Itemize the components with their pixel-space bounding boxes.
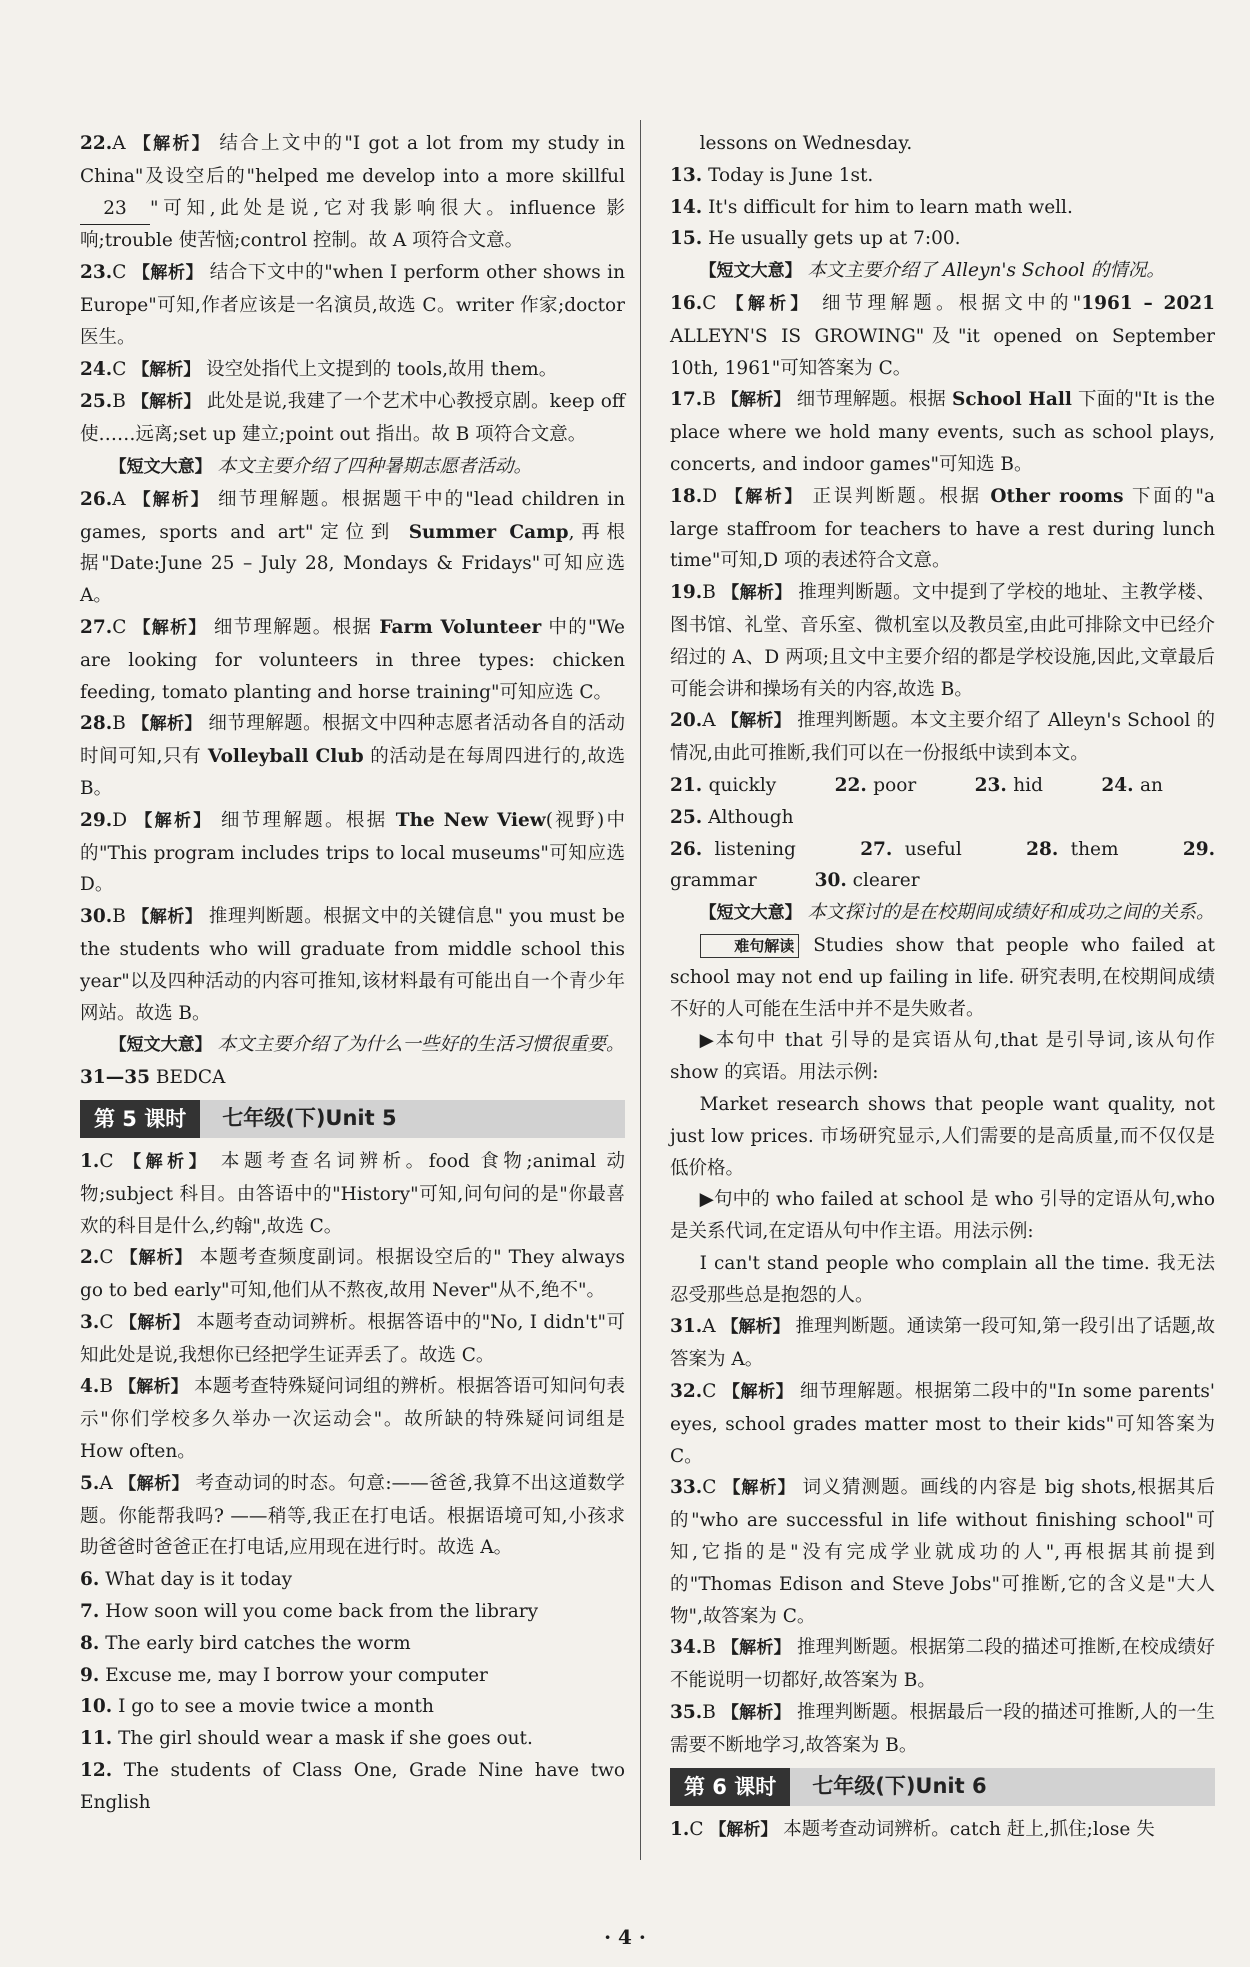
answer-item: 29.D 【解析】 细节理解题。根据 The New View(视野)中的"This program includes trips to local museums"可知应选 D。 [80,809,625,896]
summary: 【短文大意】 本文主要介绍了四种暑期志愿者活动。 [109,455,532,477]
answer-item: 1.C 【解析】 本题考查名词辨析。food 食物;animal 动物;subject 科目。由答语中的"History"可知,问句问的是"你最喜欢的科目是什么,约翰",故选 C。 [80,1150,625,1237]
answer-item: 32.C 【解析】 细节理解题。根据第二段中的"In some parents' eyes, school grades matter most to their kids"可知答案为 C。 [670,1381,1215,1467]
usage-example: Market research shows that people want quality, not just low prices. 市场研究显示,人们需要的是高质量,而不仅仅是低价格。 [670,1093,1215,1179]
answer-item: 24.C 【解析】 设空处指代上文提到的 tools,故用 them。 [80,358,558,380]
answer-item: 34.B 【解析】 推理判断题。根据第二段的描述可推断,在校成绩好不能说明一切都好,故答案为 B。 [670,1637,1215,1692]
answer-item: 5.A 【解析】 考查动词的时态。句意:——爸爸,我算不出这道数学题。你能帮我吗? ——稍等,我正在打电话。根据语境可知,小孩求助爸爸时爸爸正在打电话,应用现在进行时。故选 A。 [80,1472,625,1559]
answer-item: 26.A 【解析】 细节理解题。根据题干中的"lead children in games, sports and art"定位到 Summer Camp,再根据"Date:June 25 – July 28, Mondays & Fridays"可知应选 A。 [80,488,626,607]
left-column [80,128,625,1819]
answer-item: 18.D 【解析】 正误判断题。根据 Other rooms 下面的"a large staffroom for teachers to have a rest during lunch time"可知,D 项的表述符合文意。 [670,485,1215,572]
answer-item: 6. What day is it today [80,1569,293,1591]
answer-item: 8. The early bird catches the worm [80,1632,411,1654]
summary: 【短文大意】 本文主要介绍了为什么一些好的生活习惯很重要。 [109,1034,625,1056]
answer-item: 28.B 【解析】 细节理解题。根据文中四种志愿者活动各自的活动时间可知,只有 Volleyball Club 的活动是在每周四进行的,故选 B。 [80,713,625,799]
answer-item: 22.A 【解析】 结合上文中的"I got a lot from my study in China"及设空后的"helped me develop into a more skillful 23 "可知,此处是说,它对我影响很大。influence 影响;trouble 使苦恼;control 控制。故 A 项符合文意。 [80,133,625,252]
answer-item: 9. Excuse me, may I borrow your computer [80,1664,488,1686]
answer-item: 4.B 【解析】 本题考查特殊疑问词组的辨析。根据答语可知问句表示"你们学校多久举办一次运动会"。故所缺的特殊疑问词组是 How often。 [80,1376,625,1463]
summary: 【短文大意】 本文主要介绍了 Alleyn's School 的情况。 [699,260,1165,282]
column-divider [640,120,641,1860]
answer-item: 2.C 【解析】 本题考查频度副词。根据设空后的" They always go to bed early"可知,他们从不熬夜,故用 Never"从不,绝不"。 [80,1247,625,1302]
answers-21-25: 21. quickly 22. poor 23. hid 24. an 25. Although [670,774,1163,828]
blank-23: 23 [80,193,150,226]
grammar-note: ▶句中的 who failed at school 是 who 引导的定语从句,who 是关系代词,在定语从句中作主语。用法示例: [670,1189,1215,1243]
answer-item: 11. The girl should wear a mask if she goes out. [80,1728,533,1750]
answer-item: 3.C 【解析】 本题考查动词辨析。根据答语中的"No, I didn't"可知此处是说,我想你已经把学生证弄丢了。故选 C。 [80,1311,625,1366]
answer-item: 35.B 【解析】 推理判断题。根据最后一段的描述可推断,人的一生需要不断地学习,故答案为 B。 [670,1702,1215,1756]
answer-item: 10. I go to see a movie twice a month [80,1696,434,1718]
answer-item: 17.B 【解析】 细节理解题。根据 School Hall 下面的"It is the place where we hold many events, such as school plays, concerts, and indoor games"可知选 B。 [670,389,1216,475]
answer-item: 19.B 【解析】 推理判断题。文中提到了学校的地址、主教学楼、图书馆、礼堂、音乐室、微机室以及教员室,由此可排除文中已经介绍过的 A、D 两项;且文中主要介绍的都是学校设施,因此,文章最后可能会讲和操场有关的内容,故选 B。 [670,582,1215,700]
answer-continuation: lessons on Wednesday. [699,133,913,154]
answer-item: 15. He usually gets up at 7:00. [670,228,961,250]
section-header-lesson-6: 第 6 课时 七年级(下)Unit 6 [670,1768,1215,1806]
answer-item: 20.A 【解析】 推理判断题。本文主要介绍了 Alleyn's School 的情况,由此可推断,我们可以在一份报纸中读到本文。 [670,710,1216,765]
answer-item: 31—35 BEDCA [80,1067,226,1089]
right-column [670,128,1215,1846]
answer-item: 13. Today is June 1st. [670,164,874,186]
answer-item: 30.B 【解析】 推理判断题。根据文中的关键信息" you must be the students who will graduate from middle school this year"以及四种活动的内容可推知,该材料最有可能出自一个青少年网站。故选 B。 [80,906,626,1024]
answer-item: 12. The students of Class One, Grade Nine have two English [80,1760,625,1813]
section-header-lesson-5: 第 5 课时 七年级(下)Unit 5 [80,1100,625,1138]
answer-item: 14. It's difficult for him to learn math well. [670,196,1073,218]
answer-item: 31.A 【解析】 推理判断题。通读第一段可知,第一段引出了话题,故答案为 A。 [670,1316,1216,1371]
answer-item: 25.B 【解析】 此处是说,我建了一个艺术中心教授京剧。keep off 使……远离;set up 建立;point out 指出。故 B 项符合文意。 [80,391,625,446]
answer-item: 16.C 【解析】 细节理解题。根据文中的"1961 – 2021 ALLEYN'S IS GROWING"及"it opened on September 10th, 1961"可知答案为 C。 [670,292,1215,379]
answer-item: 23.C 【解析】 结合下文中的"when I perform other shows in Europe"可知,作者应该是一名演员,故选 C。writer 作家;doctor 医生。 [80,262,626,348]
usage-example: I can't stand people who complain all the time. 我无法忍受那些总是抱怨的人。 [670,1252,1215,1306]
answer-item: 27.C 【解析】 细节理解题。根据 Farm Volunteer 中的"We are looking for volunteers in three types: chicken feeding, tomato planting and horse training"可知应选 C。 [80,616,625,703]
answers-26-30: 26. listening 27. useful 28. them 29. grammar 30. clearer [670,838,1216,892]
page-number: · 4 · [604,1925,646,1949]
answer-item: 33.C 【解析】 词义猜测题。画线的内容是 big shots,根据其后的"who are successful in life without finishing school"可知,它指的是"没有完成学业就成功的人",再根据其前提到的"Thomas Edison and Steve Jobs"可推断,它的含义是"大人物",故答案为 C。 [670,1477,1215,1627]
grammar-note: ▶本句中 that 引导的是宾语从句,that 是引导词,该从句作 show 的宾语。用法示例: [670,1030,1215,1084]
summary: 【短文大意】 本文探讨的是在校期间成绩好和成功之间的关系。 [699,902,1215,924]
answer-item: 1.C 【解析】 本题考查动词辨析。catch 赶上,抓住;lose 失 [670,1818,1155,1840]
difficult-sentence-tag: 难句解读 [700,934,800,958]
answer-item: 7. How soon will you come back from the library [80,1601,539,1623]
difficult-sentence: 难句解读 Studies show that people who failed at school may not end up failing in life. 研究表明,在校期间成绩不好的人可能在生活中并不是失败者。 [670,934,1215,1020]
